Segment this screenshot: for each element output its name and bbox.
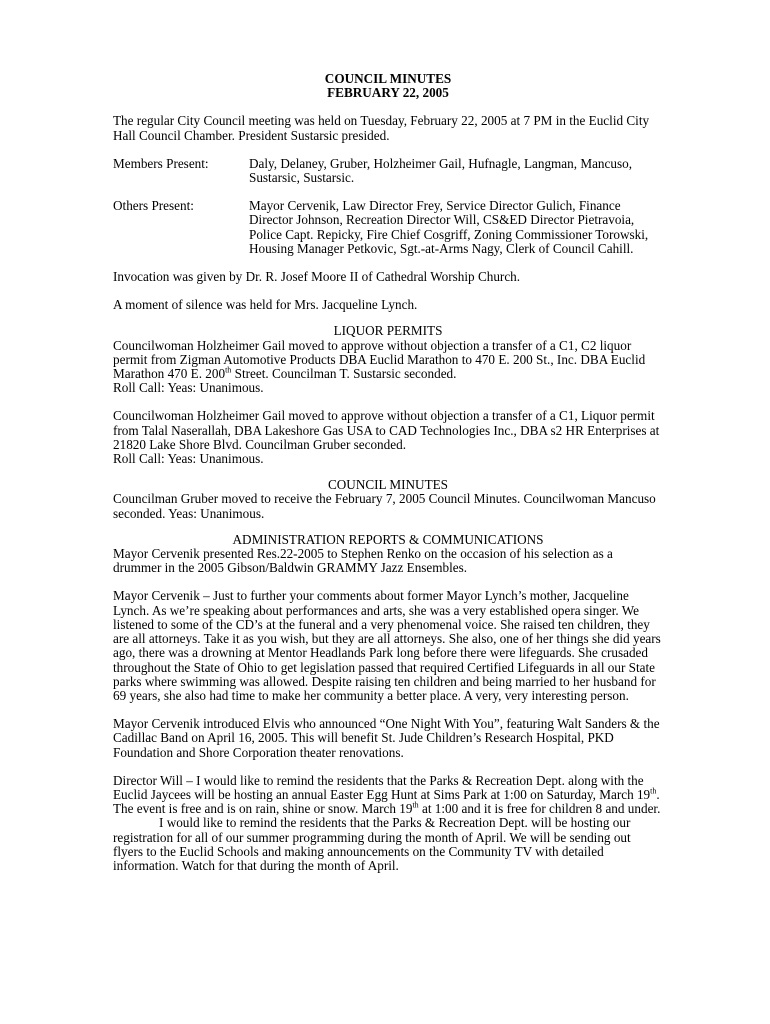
others-present-list: Mayor Cervenik, Law Director Frey, Service Director Gulich, Finance Director Johnson, Recreation Director Will, CS&ED Director Pietravoia, Police Capt. Repicky, Fire Chief Cosgriff, Zoning Commissioner Torowski, Housing Manager Petkovic, Sgt.-at-Arms Nagy, Clerk of Council Cahill. [249, 198, 649, 256]
admin-reports-paragraph: Mayor Cervenik presented Res.22-2005 to Stephen Renko on the occasion of his selection as a drummer in the 2005 Gibson/Baldwin GRAMMY Jazz Ensembles. [113, 546, 613, 576]
members-present-label: Members Present: [113, 155, 209, 171]
liquor-permit-2-rollcall: Roll Call: Yeas: Unanimous. [113, 451, 264, 467]
members-present-row [113, 157, 663, 185]
mayor-lynch-paragraph: Mayor Cervenik – Just to further your comments about former Mayor Lynch’s mother, Jacqueline Lynch. As we’re speaking about performances and arts, she was a very established opera singer. We listened to some of the CD’s at the funeral and a very phenomenal voice. She raised ten children, they are all attorneys. Take it as you wish, but they are all attorneys. She also, one of her things she did years ago, there was a drowning at Mentor Headlands Park long before there were lifeguards. She crusaded throughout the State of Ohio to get legislation passed that required Certified Lifeguards in all our State parks where swimming was allowed. Despite raising ten children and being married to her husband for 69 years, she also had time to make her community a better place. A very, very interesting person. [113, 588, 661, 703]
others-present-label: Others Present: [113, 198, 194, 214]
liquor-permit-1-rollcall: Roll Call: Yeas: Unanimous. [113, 380, 264, 396]
intro-paragraph: The regular City Council meeting was held on Tuesday, February 22, 2005 at 7 PM in the Euclid City Hall Council Chamber. President Sustarsic presided. [113, 113, 650, 143]
members-present-list: Daly, Delaney, Gruber, Holzheimer Gail, Hufnagle, Langman, Mancuso, Sustarsic, Sustarsic. [249, 155, 632, 186]
liquor-permits-heading: LIQUOR PERMITS [333, 323, 443, 339]
document-title: COUNCIL MINUTES [324, 71, 452, 86]
invocation-paragraph: Invocation was given by Dr. R. Josef Moore II of Cathedral Worship Church. [113, 269, 521, 285]
silence-paragraph: A moment of silence was held for Mrs. Jacqueline Lynch. [113, 297, 418, 313]
council-minutes-heading: COUNCIL MINUTES [327, 477, 449, 493]
liquor-permit-2-paragraph: Councilwoman Holzheimer Gail moved to approve without objection a transfer of a C1, Liquor permit from Talal Naserallah, DBA Lakeshore Gas USA to CAD Technologies Inc., DBA s2 HR Enterprises at 21820 Lake Shore Blvd. Councilman Gruber seconded. [113, 408, 660, 452]
minutes-body [113, 72, 663, 873]
liquor-permit-1-paragraph: Councilwoman Holzheimer Gail moved to approve without objection a transfer of a C1, C2 liquor permit from Zigman Automotive Products DBA Euclid Marathon to 470 E. 200 St., Inc. DBA Euclid Marathon 470 E. 200th Street. Councilman T. Sustarsic seconded. [113, 337, 646, 382]
director-will-paragraph-2: I would like to remind the residents that the Parks & Recreation Dept. will be hosting our registration for all of our summer programming during the month of April. We will be sending out flyers to the Euclid Schools and making announcements on the Community TV with detailed information. Watch for that during the month of April. [113, 815, 631, 873]
council-minutes-paragraph: Councilman Gruber moved to receive the February 7, 2005 Council Minutes. Councilwoman Mancuso seconded. Yeas: Unanimous. [113, 491, 656, 521]
document-date: FEBRUARY 22, 2005 [327, 85, 449, 101]
mayor-elvis-paragraph: Mayor Cervenik introduced Elvis who announced “One Night With You”, featuring Walt Sanders & the Cadillac Band on April 16, 2005. This will benefit St. Jude Children’s Research Hospital, PKD Foundation and Shore Corporation theater renovations. [113, 716, 660, 760]
director-will-paragraph: Director Will – I would like to remind the residents that the Parks & Recreation Dept. along with the Euclid Jaycees will be hosting an annual Easter Egg Hunt at Sims Park at 1:00 on Saturday, March 19th. The event is free and is on rain, shine or snow. March 19th at 1:00 and it is free for children 8 and under. [113, 772, 661, 817]
others-present-row [113, 199, 663, 256]
admin-reports-heading: ADMINISTRATION REPORTS & COMMUNICATIONS [232, 531, 544, 547]
